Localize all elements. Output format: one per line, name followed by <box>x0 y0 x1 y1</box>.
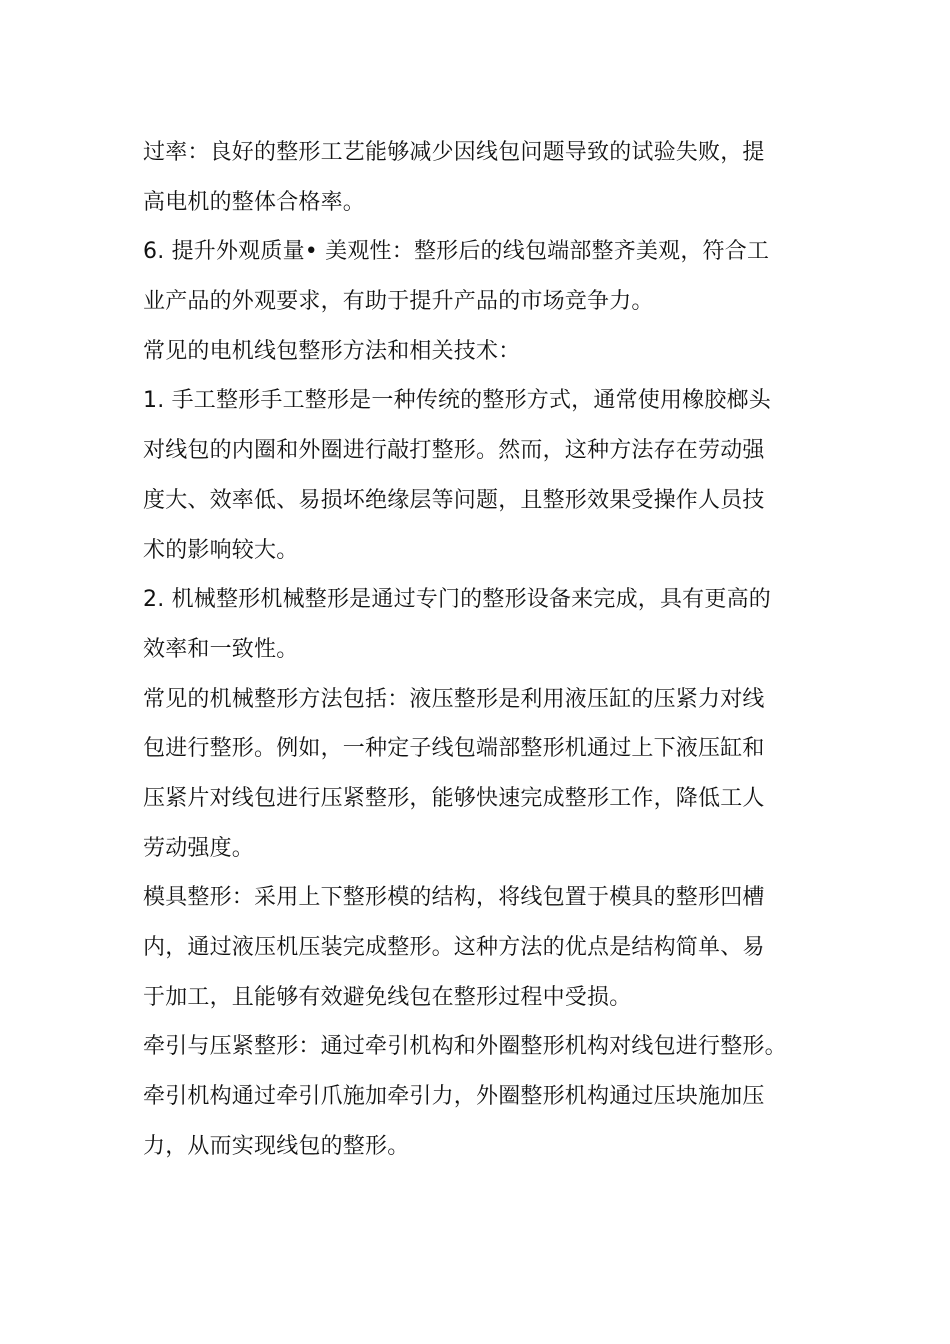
text-line: 模具整形：采用上下整形模的结构，将线包置于模具的整形凹槽 <box>143 885 765 911</box>
text-line: 6. 提升外观质量• 美观性：整形后的线包端部整齐美观，符合工 <box>143 239 770 265</box>
text-line: 术的影响较大。 <box>143 537 299 563</box>
document-body <box>143 128 823 1171</box>
text-line: 于加工，且能够有效避免线包在整形过程中受损。 <box>143 984 632 1010</box>
text-line: 2. 机械整形机械整形是通过专门的整形设备来完成，具有更高的 <box>143 587 771 613</box>
text-line: 常见的电机线包整形方法和相关技术： <box>143 338 521 364</box>
text-line: 内，通过液压机压装完成整形。这种方法的优点是结构简单、易 <box>143 935 765 960</box>
text-line: 劳动强度。 <box>143 835 255 861</box>
text-line: 高电机的整体合格率。 <box>143 189 366 215</box>
text-line: 力，从而实现线包的整形。 <box>143 1133 410 1159</box>
text-line: 1. 手工整形手工整形是一种传统的整形方式，通常使用橡胶榔头 <box>143 388 771 414</box>
text-line: 效率和一致性。 <box>143 636 299 662</box>
text-line: 牵引与压紧整形：通过牵引机构和外圈整形机构对线包进行整形。 <box>143 1034 787 1060</box>
text-line: 度大、效率低、易损坏绝缘层等问题，且整形效果受操作人员技 <box>143 487 765 513</box>
text-line: 牵引机构通过牵引爪施加牵引力，外圈整形机构通过压块施加压 <box>143 1084 765 1110</box>
text-line: 压紧片对线包进行压紧整形，能够快速完成整形工作，降低工人 <box>143 785 765 811</box>
text-line: 业产品的外观要求，有助于提升产品的市场竞争力。 <box>143 289 654 315</box>
text-line: 常见的机械整形方法包括：液压整形是利用液压缸的压紧力对线 <box>143 686 765 712</box>
text-line: 对线包的内圈和外圈进行敲打整形。然而，这种方法存在劳动强 <box>143 438 765 464</box>
text-line: 过率：良好的整形工艺能够减少因线包问题导致的试验失败，提 <box>143 140 765 165</box>
text-line: 包进行整形。例如，一种定子线包端部整形机通过上下液压缸和 <box>143 736 765 762</box>
